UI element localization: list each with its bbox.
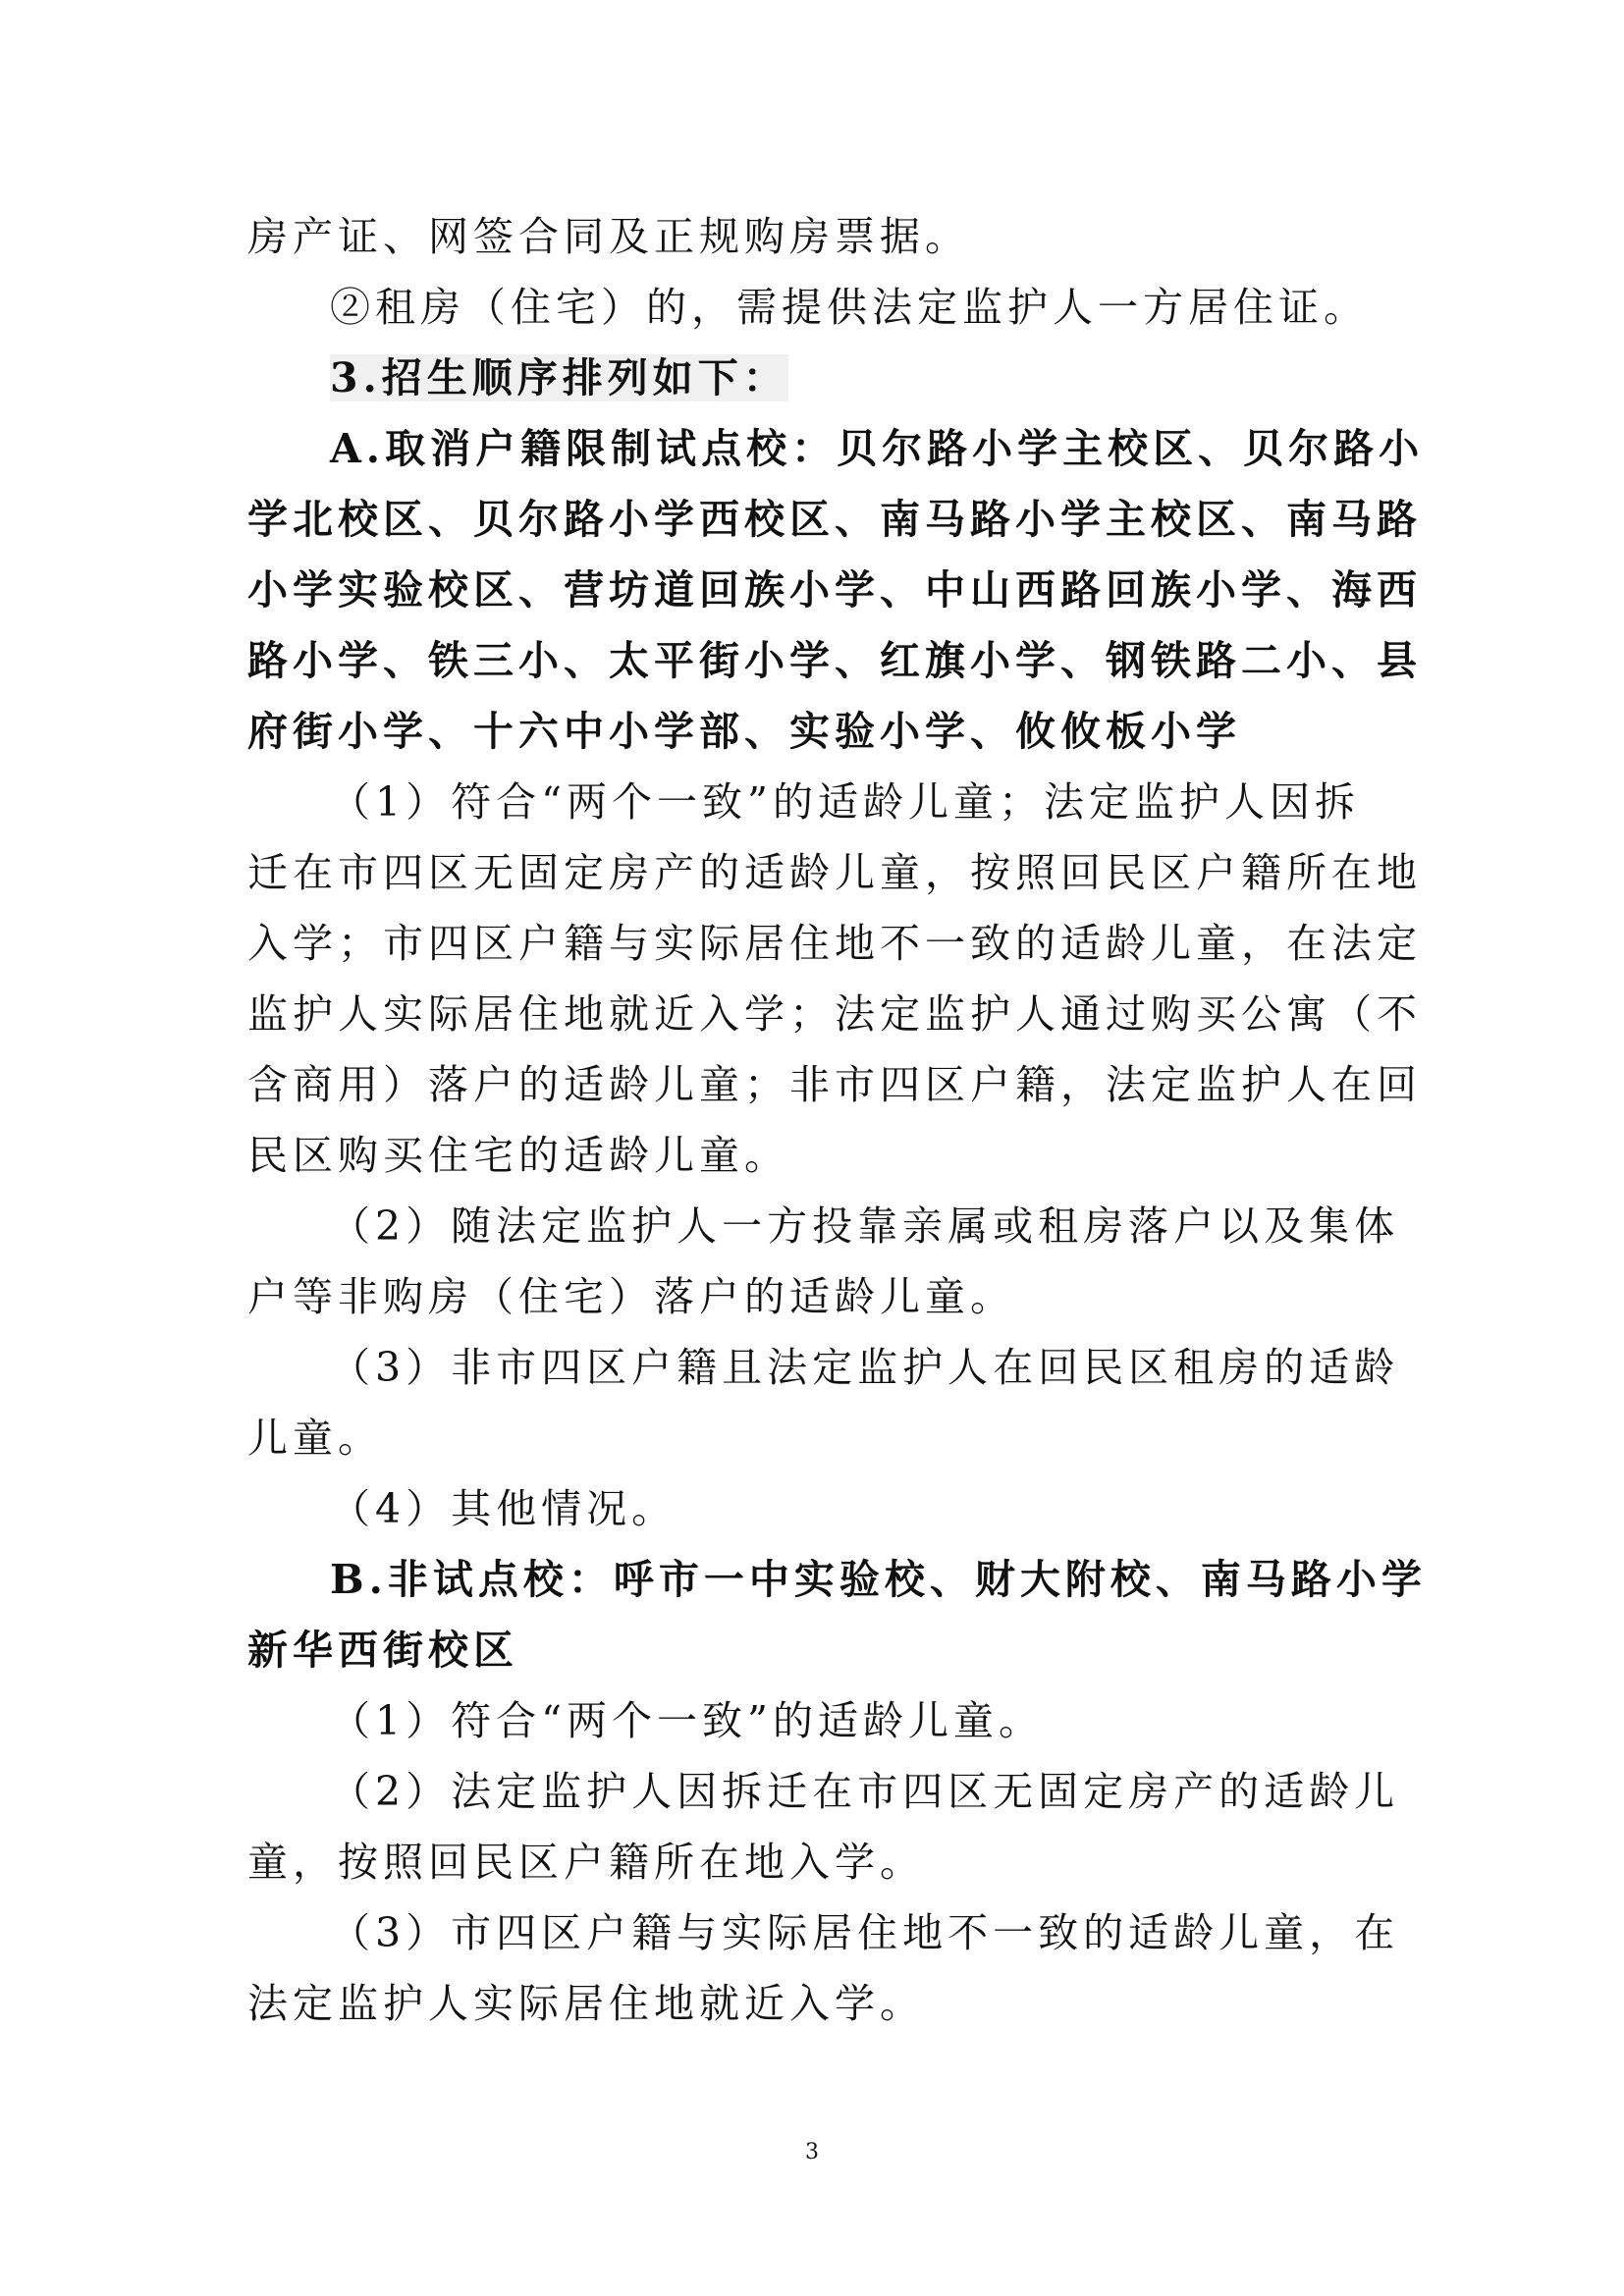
document-body <box>247 201 1427 2039</box>
text-line: 含商用）落户的适龄儿童；非市四区户籍，法定监护人在回 <box>247 1061 1422 1108</box>
bold-text-line: 新华西街校区 <box>247 1627 518 1674</box>
text-line: 迁在市四区无固定房产的适龄儿童，按照回民区户籍所在地 <box>247 849 1422 896</box>
bold-text-line: 学北校区、贝尔路小学西校区、南马路小学主校区、南马路 <box>247 496 1422 543</box>
text-line: （3）非市四区户籍且法定监护人在回民区租房的适龄 <box>330 1344 1400 1391</box>
text-line: ②租房（住宅）的，需提供法定监护人一方居住证。 <box>330 284 1369 331</box>
text-line: 监护人实际居住地就近入学；法定监护人通过购买公寓（不 <box>247 990 1422 1038</box>
bold-text-line: A.取消户籍限制试点校：贝尔路小学主校区、贝尔路小 <box>330 425 1425 472</box>
bold-text-line: 小学实验校区、营坊道回族小学、中山西路回族小学、海西 <box>247 566 1422 614</box>
text-line: （3）市四区户籍与实际居住地不一致的适龄儿童，在 <box>330 1909 1400 1956</box>
text-line: （2）随法定监护人一方投靠亲属或租房落户以及集体 <box>330 1202 1400 1250</box>
page-number: 3 <box>805 2140 819 2164</box>
text-line: 儿童。 <box>247 1415 383 1462</box>
highlighted-heading-text: 3.招生顺序排列如下： <box>330 354 788 401</box>
text-line: 童，按照回民区户籍所在地入学。 <box>247 1839 925 1886</box>
text-line: （1）符合“两个一致”的适龄儿童。 <box>330 1697 1045 1744</box>
bold-text-line: 府街小学、十六中小学部、实验小学、攸攸板小学 <box>247 708 1241 755</box>
text-line: 法定监护人实际居住地就近入学。 <box>247 1980 925 2027</box>
text-line: （1）符合“两个一致”的适龄儿童；法定监护人因拆 <box>330 778 1361 826</box>
text-line: 入学；市四区户籍与实际居住地不一致的适龄儿童，在法定 <box>247 920 1422 967</box>
text-line: 民区购买住宅的适龄儿童。 <box>247 1132 789 1179</box>
text-line: （2）法定监护人因拆迁在市四区无固定房产的适龄儿 <box>330 1768 1400 1815</box>
bold-text-line: 路小学、铁三小、太平街小学、红旗小学、钢铁路二小、县 <box>247 637 1422 684</box>
text-line: 户等非购房（住宅）落户的适龄儿童。 <box>247 1273 1015 1320</box>
section-heading <box>247 343 1386 413</box>
bold-text-line: B.非试点校：呼市一中实验校、财大附校、南马路小学 <box>330 1556 1427 1603</box>
text-line: 房产证、网签合同及正规购房票据。 <box>247 213 970 260</box>
text-line: （4）其他情况。 <box>330 1485 677 1532</box>
